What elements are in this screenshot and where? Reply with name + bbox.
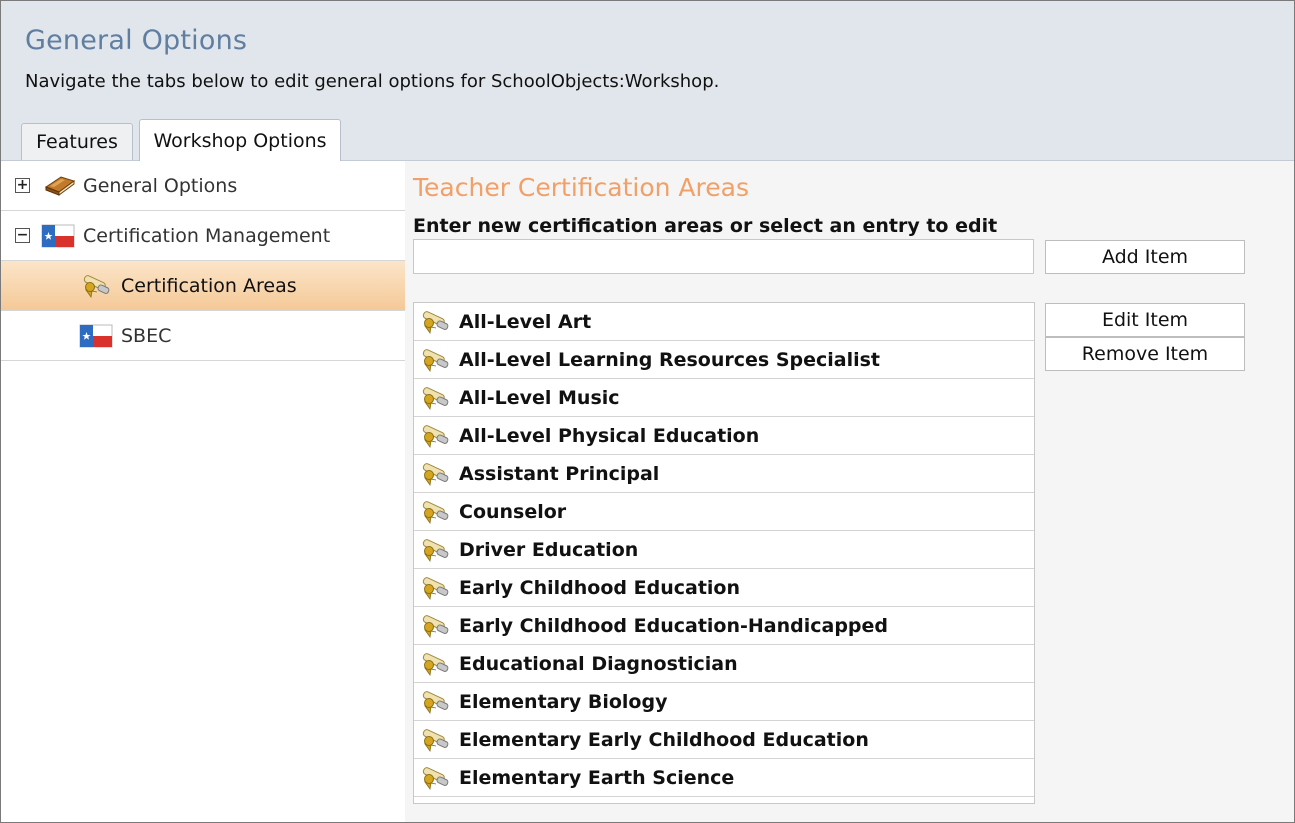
section-title: Teacher Certification Areas (413, 173, 749, 202)
tree-item-label: SBEC (121, 324, 172, 347)
certificate-icon (420, 614, 450, 638)
list-item-label: Counselor (459, 500, 567, 523)
certificate-icon (420, 652, 450, 676)
certificate-icon (420, 386, 450, 410)
list-item[interactable] (414, 455, 1034, 493)
add-item-button[interactable]: Add Item (1045, 240, 1245, 274)
tree-item-sbec[interactable] (1, 311, 405, 361)
certificate-icon (420, 462, 450, 486)
edit-item-button[interactable]: Edit Item (1045, 303, 1245, 337)
page-subtitle: Navigate the tabs below to edit general options for SchoolObjects:Workshop. (25, 71, 720, 92)
collapse-icon[interactable]: − (16, 227, 29, 243)
list-item[interactable] (414, 531, 1034, 569)
list-item[interactable] (414, 645, 1034, 683)
texas-flag-icon (41, 224, 75, 248)
tree-item-label: Certification Management (83, 224, 331, 247)
list-item[interactable] (414, 493, 1034, 531)
list-item-label: Elementary Biology (459, 690, 668, 713)
page-title: General Options (25, 25, 248, 56)
certificate-icon (420, 538, 450, 562)
certification-list[interactable] (413, 302, 1035, 804)
list-item[interactable] (414, 569, 1034, 607)
main-content (405, 161, 1294, 822)
page-header (1, 1, 1294, 161)
certificate-icon (420, 690, 450, 714)
list-item-label: All-Level Music (459, 386, 620, 409)
instruction-label: Enter new certification areas or select an entry to edit (413, 215, 998, 237)
tab-workshop-options[interactable]: Workshop Options (139, 119, 341, 161)
certificate-icon (420, 348, 450, 372)
list-item-label: Early Childhood Education-Handicapped (459, 614, 889, 637)
list-item[interactable] (414, 303, 1034, 341)
tree-item-certification-areas[interactable] (1, 261, 405, 311)
texas-flag-icon (79, 324, 113, 348)
list-item-label: Educational Diagnostician (459, 652, 738, 675)
sidebar-tree (1, 161, 405, 822)
list-item-label: All-Level Physical Education (459, 424, 760, 447)
list-item-label: Early Childhood Education (459, 576, 740, 599)
list-item-label: Elementary Early Childhood Education (459, 728, 869, 751)
tab-features[interactable]: Features (21, 123, 133, 160)
tree-item-label: Certification Areas (121, 274, 297, 297)
certificate-icon (420, 766, 450, 790)
list-item-label: Assistant Principal (459, 462, 660, 485)
certificate-icon (420, 500, 450, 524)
list-item-label: Elementary Earth Science (459, 766, 735, 789)
expand-icon[interactable]: + (16, 177, 29, 193)
remove-item-button[interactable]: Remove Item (1045, 337, 1245, 371)
list-item-label: Driver Education (459, 538, 639, 561)
book-icon (43, 173, 77, 197)
new-certification-input[interactable] (413, 239, 1034, 274)
list-item-label: All-Level Learning Resources Specialist (459, 348, 881, 371)
certificate-icon (420, 310, 450, 334)
list-item[interactable] (414, 759, 1034, 797)
certificate-icon (420, 728, 450, 752)
list-item[interactable] (414, 379, 1034, 417)
list-item[interactable] (414, 683, 1034, 721)
list-item-label: All-Level Art (459, 310, 592, 333)
tree-item-general-options[interactable] (1, 161, 405, 211)
tree-item-label: General Options (83, 174, 238, 197)
list-item[interactable] (414, 721, 1034, 759)
certificate-icon (79, 274, 113, 298)
list-item[interactable] (414, 607, 1034, 645)
list-item[interactable] (414, 417, 1034, 455)
certificate-icon (420, 576, 450, 600)
tree-item-certification-management[interactable] (1, 211, 405, 261)
certificate-icon (420, 424, 450, 448)
list-item[interactable] (414, 341, 1034, 379)
